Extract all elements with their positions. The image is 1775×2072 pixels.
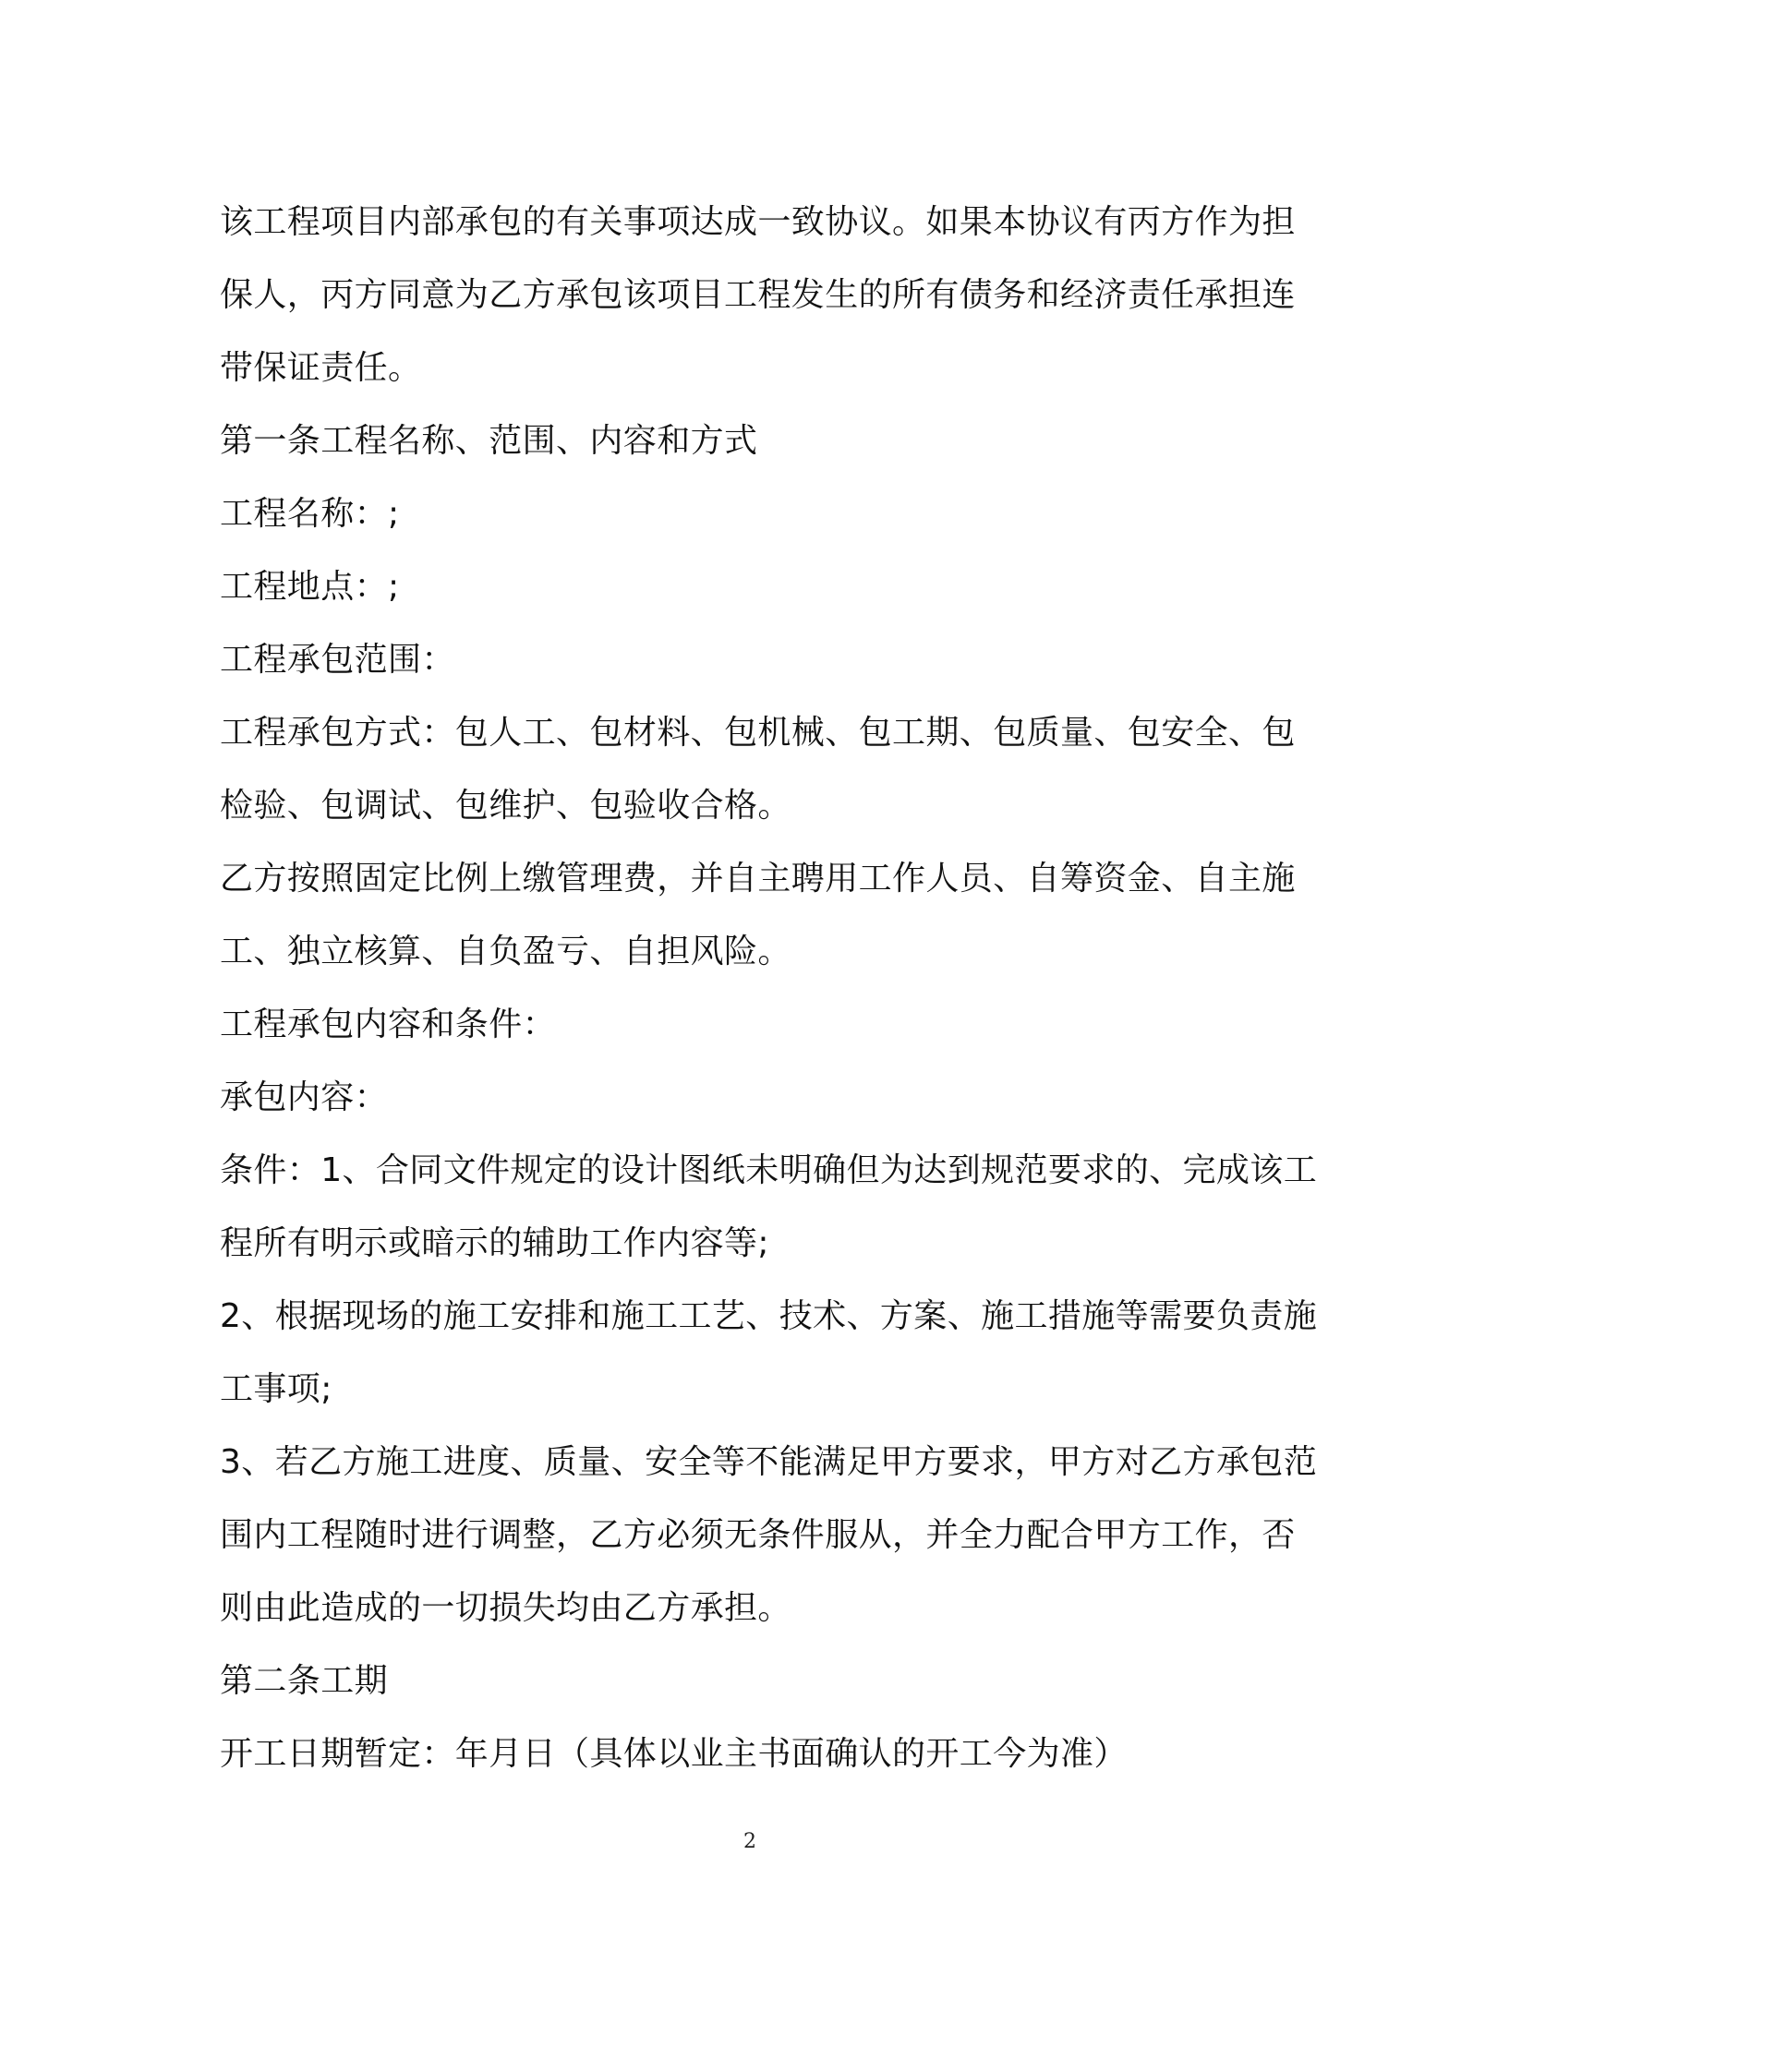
text-line: 则由此造成的一切损失均由乙方承担。 <box>220 1589 791 1627</box>
document-body <box>220 186 1318 1790</box>
text-line: 工程承包方式：包人工、包材料、包机械、包工期、包质量、包安全、包 <box>220 714 1296 752</box>
text-line: 工程名称：; <box>220 495 400 533</box>
text-line: 工程承包范围： <box>220 641 455 679</box>
text-line: 条件：1、合同文件规定的设计图纸未明确但为达到规范要求的、完成该工 <box>220 1151 1318 1189</box>
text-line: 工程承包内容和条件： <box>220 1006 557 1043</box>
section-heading-article-2: 第二条工期 <box>220 1662 389 1700</box>
text-line: 工、独立核算、自负盈亏、自担风险。 <box>220 933 791 970</box>
text-line: 开工日期暂定：年月日（具体以业主书面确认的开工今为准） <box>220 1735 1128 1773</box>
section-heading-article-1: 第一条工程名称、范围、内容和方式 <box>220 422 758 460</box>
text-line: 程所有明示或暗示的辅助工作内容等; <box>220 1224 769 1262</box>
text-line: 工程地点：; <box>220 568 400 606</box>
text-line: 2、根据现场的施工安排和施工工艺、技术、方案、施工措施等需要负责施 <box>220 1297 1318 1335</box>
text-line: 3、若乙方施工进度、质量、安全等不能满足甲方要求，甲方对乙方承包范 <box>220 1443 1318 1481</box>
text-line: 承包内容： <box>220 1078 389 1116</box>
text-line: 乙方按照固定比例上缴管理费，并自主聘用工作人员、自筹资金、自主施 <box>220 860 1296 897</box>
page-number: 2 <box>743 1830 756 1853</box>
text-line: 围内工程随时进行调整，乙方必须无条件服从，并全力配合甲方工作，否 <box>220 1516 1296 1554</box>
text-line: 检验、包调试、包维护、包验收合格。 <box>220 787 791 825</box>
text-line: 该工程项目内部承包的有关事项达成一致协议。如果本协议有丙方作为担 <box>220 203 1296 241</box>
text-line: 工事项; <box>220 1370 332 1408</box>
text-line: 带保证责任。 <box>220 349 422 387</box>
text-line: 保人，丙方同意为乙方承包该项目工程发生的所有债务和经济责任承担连 <box>220 276 1296 314</box>
